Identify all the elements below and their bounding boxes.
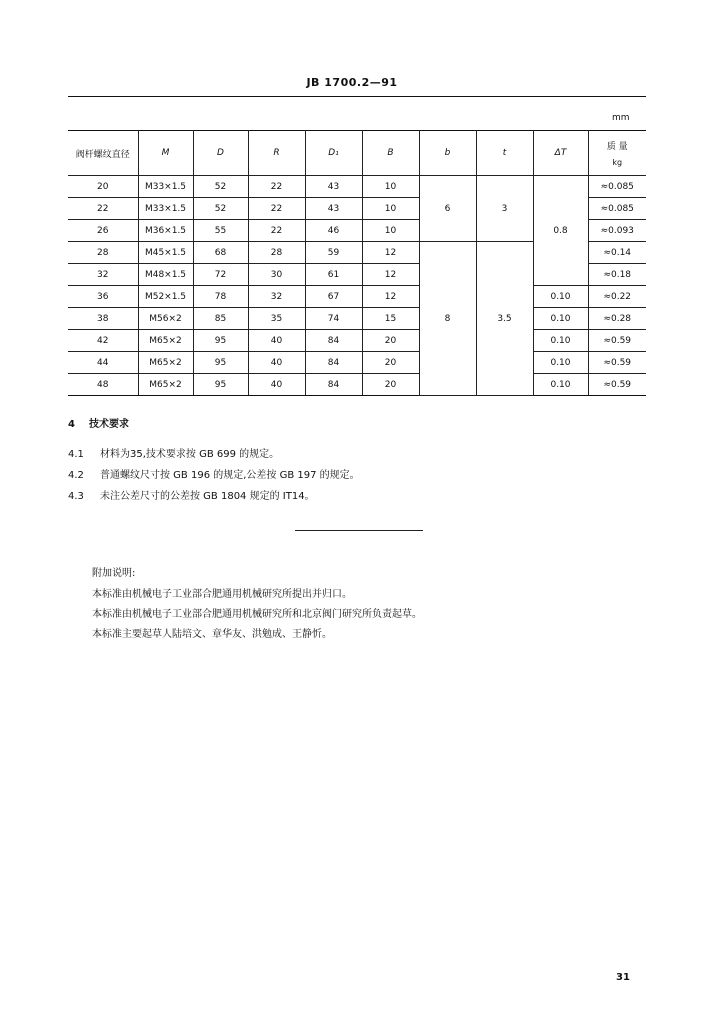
header-m: M [138,131,193,176]
cell-d1: 84 [305,374,362,396]
cell-d: 68 [193,242,248,264]
end-rule [295,530,423,531]
requirement-item [68,487,315,502]
requirement-number: 4.3 [68,491,84,502]
cell-d: 52 [193,198,248,220]
cell-mass: ≈0.085 [588,198,646,220]
cell-b-upper: 12 [362,264,419,286]
cell-diameter: 36 [68,286,138,308]
header-d1: D₁ [305,131,362,176]
cell-delta-t: 0.10 [533,330,588,352]
requirement-text: 未注公差尺寸的公差按 GB 1804 规定的 IT14。 [100,491,315,502]
cell-delta-t: 0.10 [533,352,588,374]
cell-b-upper: 12 [362,286,419,308]
cell-m: M48×1.5 [138,264,193,286]
unit-label: mm [612,113,630,123]
cell-mass: ≈0.28 [588,308,646,330]
cell-delta-t: 0.10 [533,374,588,396]
table-row [68,352,646,374]
cell-b-upper: 20 [362,330,419,352]
cell-r: 35 [248,308,305,330]
cell-m: M52×1.5 [138,286,193,308]
notes-title: 附加说明: [92,568,136,579]
cell-diameter: 28 [68,242,138,264]
cell-b-upper: 12 [362,242,419,264]
cell-b-upper: 10 [362,198,419,220]
cell-m: M56×2 [138,308,193,330]
cell-b-upper: 20 [362,352,419,374]
cell-d: 95 [193,352,248,374]
cell-m: M33×1.5 [138,176,193,198]
cell-diameter: 22 [68,198,138,220]
cell-diameter: 20 [68,176,138,198]
cell-m: M36×1.5 [138,220,193,242]
note-line: 本标准由机械电子工业部合肥通用机械研究所和北京阀门研究所负责起草。 [92,609,422,620]
cell-r: 32 [248,286,305,308]
dimension-table [68,130,646,396]
header-b-upper: B [362,131,419,176]
cell-mass: ≈0.59 [588,374,646,396]
header-diameter: 阀杆螺纹直径 [68,131,138,176]
cell-m: M65×2 [138,352,193,374]
requirement-text: 普通螺纹尺寸按 GB 196 的规定,公差按 GB 197 的规定。 [100,470,360,481]
cell-m: M65×2 [138,330,193,352]
cell-m: M65×2 [138,374,193,396]
cell-d1: 67 [305,286,362,308]
cell-diameter: 38 [68,308,138,330]
note-line: 本标准主要起草人陆培文、章华友、洪勉成、王静忻。 [92,629,332,640]
cell-b-upper: 20 [362,374,419,396]
cell-b-group2: 8 [419,242,476,396]
note-line: 本标准由机械电子工业部合肥通用机械研究所提出并归口。 [92,589,352,600]
header-mass [588,131,646,176]
requirement-item [68,466,360,481]
table-row [68,374,646,396]
section-number: 4 [68,419,75,430]
cell-diameter: 48 [68,374,138,396]
cell-b-group1: 6 [419,176,476,242]
cell-mass: ≈0.22 [588,286,646,308]
header-mass-label: 质 量 [606,142,628,152]
header-mass-unit: kg [612,158,623,167]
section-title: 技术要求 [88,419,129,430]
cell-delta-t: 0.10 [533,308,588,330]
cell-mass: ≈0.59 [588,352,646,374]
cell-t-group1: 3 [476,176,533,242]
table-row [68,308,646,330]
cell-r: 40 [248,352,305,374]
cell-mass: ≈0.093 [588,220,646,242]
cell-diameter: 32 [68,264,138,286]
cell-r: 40 [248,330,305,352]
table-header-row [68,131,646,176]
cell-mass: ≈0.18 [588,264,646,286]
requirement-number: 4.2 [68,470,84,481]
cell-r: 40 [248,374,305,396]
cell-d: 95 [193,330,248,352]
standard-code: JB 1700.2—91 [306,76,398,89]
requirement-number: 4.1 [68,449,84,460]
cell-r: 22 [248,176,305,198]
cell-mass: ≈0.59 [588,330,646,352]
cell-r: 22 [248,220,305,242]
page-number: 31 [616,972,630,983]
cell-m: M33×1.5 [138,198,193,220]
cell-d: 52 [193,176,248,198]
cell-d1: 61 [305,264,362,286]
cell-d: 95 [193,374,248,396]
cell-d1: 84 [305,330,362,352]
cell-d1: 74 [305,308,362,330]
cell-d1: 46 [305,220,362,242]
header-d: D [193,131,248,176]
cell-mass: ≈0.085 [588,176,646,198]
cell-diameter: 42 [68,330,138,352]
requirement-text: 材料为35,技术要求按 GB 699 的规定。 [100,449,280,460]
header-rule [68,96,646,97]
cell-b-upper: 10 [362,220,419,242]
cell-delta-t-group1: 0.8 [533,176,588,286]
cell-d: 85 [193,308,248,330]
cell-r: 28 [248,242,305,264]
cell-d: 72 [193,264,248,286]
cell-d1: 43 [305,176,362,198]
table-row [68,330,646,352]
header-b-lower: b [419,131,476,176]
cell-b-upper: 15 [362,308,419,330]
table-row [68,176,646,198]
cell-mass: ≈0.14 [588,242,646,264]
cell-delta-t: 0.10 [533,286,588,308]
cell-d: 78 [193,286,248,308]
cell-r: 30 [248,264,305,286]
requirement-item [68,445,279,460]
cell-d1: 59 [305,242,362,264]
cell-diameter: 44 [68,352,138,374]
cell-b-upper: 10 [362,176,419,198]
section-heading [68,415,129,430]
cell-d1: 84 [305,352,362,374]
cell-d1: 43 [305,198,362,220]
header-delta-t: ΔT [533,131,588,176]
table-row [68,286,646,308]
header-r: R [248,131,305,176]
header-t: t [476,131,533,176]
cell-d: 55 [193,220,248,242]
cell-r: 22 [248,198,305,220]
cell-m: M45×1.5 [138,242,193,264]
cell-t-group2: 3.5 [476,242,533,396]
cell-diameter: 26 [68,220,138,242]
